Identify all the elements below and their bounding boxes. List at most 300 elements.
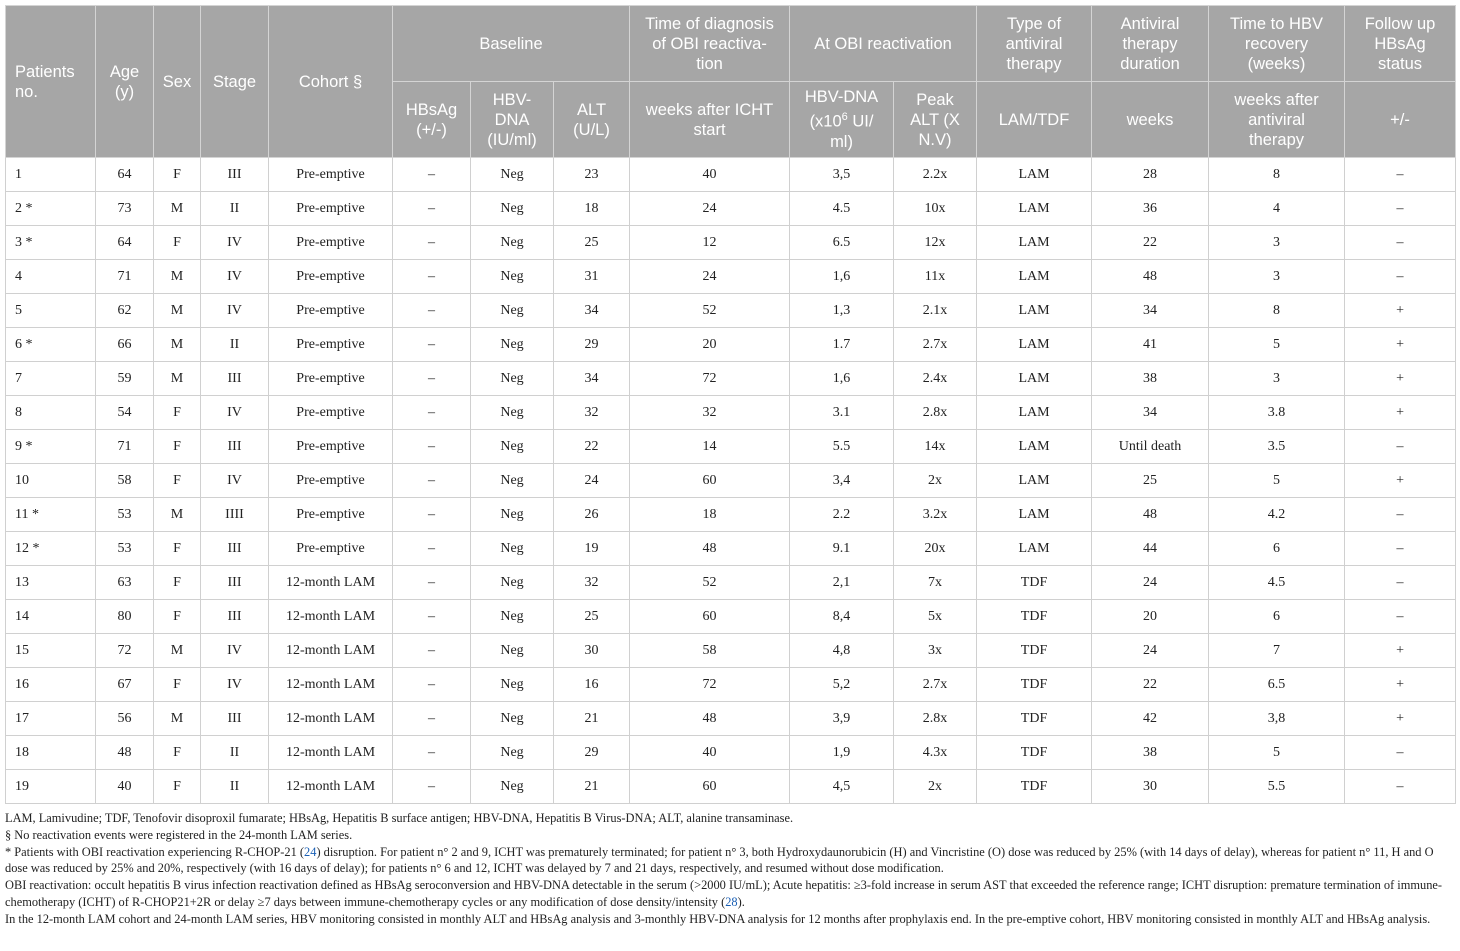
table-cell: Neg [471, 736, 554, 770]
table-cell: III [201, 702, 269, 736]
table-cell: 15 [6, 634, 96, 668]
table-cell: – [1345, 226, 1456, 260]
table-cell: 12-month LAM [269, 600, 393, 634]
table-cell: 3,4 [790, 464, 894, 498]
table-row [6, 532, 1456, 566]
table-cell: Neg [471, 634, 554, 668]
table-cell: 8 [6, 396, 96, 430]
table-footnotes [5, 810, 1455, 928]
table-cell: III [201, 566, 269, 600]
subcol-weeks-icht: weeks after ICHT start [630, 82, 790, 158]
table-cell: Neg [471, 566, 554, 600]
subcol-hbvdna: HBV- DNA (IU/ml) [471, 82, 554, 158]
table-cell: 1,3 [790, 294, 894, 328]
table-cell: LAM [977, 192, 1092, 226]
table-row [6, 396, 1456, 430]
table-cell: 1,6 [790, 260, 894, 294]
table-cell: 12 * [6, 532, 96, 566]
table-cell: 6.5 [1209, 668, 1345, 702]
table-cell: 18 [630, 498, 790, 532]
table-cell: 5.5 [790, 430, 894, 464]
table-cell: Neg [471, 328, 554, 362]
table-cell: LAM [977, 532, 1092, 566]
table-cell: 48 [96, 736, 154, 770]
table-cell: 3.2x [894, 498, 977, 532]
table-cell: 53 [96, 532, 154, 566]
table-cell: – [393, 430, 471, 464]
table-cell: 23 [554, 158, 630, 192]
table-cell: + [1345, 294, 1456, 328]
table-cell: 16 [6, 668, 96, 702]
table-cell: – [393, 702, 471, 736]
table-cell: – [393, 362, 471, 396]
table-cell: Pre-emptive [269, 192, 393, 226]
table-cell: 2x [894, 464, 977, 498]
table-cell: – [1345, 600, 1456, 634]
table-cell: – [1345, 260, 1456, 294]
table-cell: F [154, 600, 201, 634]
table-cell: 64 [96, 158, 154, 192]
table-cell: 5,2 [790, 668, 894, 702]
table-cell: 71 [96, 260, 154, 294]
table-row [6, 260, 1456, 294]
subcol-hbsag: HBsAg (+/-) [393, 82, 471, 158]
table-cell: 24 [554, 464, 630, 498]
table-cell: 3,8 [1209, 702, 1345, 736]
table-cell: F [154, 430, 201, 464]
table-cell: F [154, 566, 201, 600]
table-cell: TDF [977, 668, 1092, 702]
table-row [6, 430, 1456, 464]
table-cell: – [393, 226, 471, 260]
table-cell: IV [201, 634, 269, 668]
table-cell: 48 [630, 702, 790, 736]
table-cell: – [393, 158, 471, 192]
table-cell: – [1345, 532, 1456, 566]
table-cell: 29 [554, 736, 630, 770]
table-cell: 59 [96, 362, 154, 396]
footnote-obi-definition: OBI reactivation: occult hepatitis B virus infection reactivation defined as HBsAg seroconversion and HBV-DNA detectable in the serum (>2000 IU/mL); Acute hepatitis: ≥3-fold increase in serum AST that exceeded the reference range; ICHT disruption: premature termination of immune-chemotherapy (ICHT) of R-CHOP21+2R or delay ≥7 days between immune-chemotherapy cycles or any modification of dose density/intensity (28). [5, 878, 1443, 909]
table-cell: 11x [894, 260, 977, 294]
table-cell: F [154, 464, 201, 498]
table-cell: 1.7 [790, 328, 894, 362]
table-cell: – [1345, 770, 1456, 804]
table-cell: 12-month LAM [269, 736, 393, 770]
table-cell: 10 [6, 464, 96, 498]
table-cell: 34 [1092, 396, 1209, 430]
table-cell: LAM [977, 362, 1092, 396]
table-cell: M [154, 328, 201, 362]
table-cell: 32 [554, 566, 630, 600]
table-cell: 7x [894, 566, 977, 600]
table-cell: F [154, 532, 201, 566]
table-cell: 20x [894, 532, 977, 566]
table-cell: 8 [1209, 294, 1345, 328]
table-cell: 48 [1092, 260, 1209, 294]
table-cell: 44 [1092, 532, 1209, 566]
table-cell: F [154, 396, 201, 430]
table-cell: 3 [1209, 362, 1345, 396]
table-cell: 36 [1092, 192, 1209, 226]
col-antiviral-duration: Antiviral therapy duration [1092, 6, 1209, 82]
table-cell: F [154, 158, 201, 192]
table-cell: 3.8 [1209, 396, 1345, 430]
table-cell: 13 [6, 566, 96, 600]
table-cell: Pre-emptive [269, 226, 393, 260]
table-cell: – [1345, 192, 1456, 226]
table-row [6, 294, 1456, 328]
table-cell: 3.5 [1209, 430, 1345, 464]
table-cell: LAM [977, 498, 1092, 532]
table-cell: IV [201, 294, 269, 328]
table-cell: LAM [977, 226, 1092, 260]
table-row [6, 464, 1456, 498]
table-cell: F [154, 736, 201, 770]
table-cell: 52 [630, 566, 790, 600]
table-cell: 26 [554, 498, 630, 532]
table-cell: – [1345, 566, 1456, 600]
table-cell: + [1345, 702, 1456, 736]
citation-link[interactable]: 24 [304, 844, 317, 859]
col-group-baseline: Baseline [393, 6, 630, 82]
table-cell: 3.1 [790, 396, 894, 430]
table-body [6, 158, 1456, 804]
table-cell: IV [201, 260, 269, 294]
table-cell: M [154, 362, 201, 396]
table-cell: IV [201, 396, 269, 430]
table-cell: IV [201, 226, 269, 260]
table-cell: 72 [630, 362, 790, 396]
table-cell: 18 [554, 192, 630, 226]
table-cell: 14 [6, 600, 96, 634]
table-cell: 24 [1092, 566, 1209, 600]
table-cell: 1,6 [790, 362, 894, 396]
table-cell: 8 [1209, 158, 1345, 192]
table-cell: LAM [977, 328, 1092, 362]
table-cell: LAM [977, 396, 1092, 430]
table-cell: 4.5 [1209, 566, 1345, 600]
subcol-plusminus: +/- [1345, 82, 1456, 158]
table-cell: 12-month LAM [269, 770, 393, 804]
table-cell: 19 [554, 532, 630, 566]
table-cell: 22 [554, 430, 630, 464]
table-cell: 22 [1092, 226, 1209, 260]
table-cell: 58 [630, 634, 790, 668]
table-cell: 60 [630, 600, 790, 634]
table-cell: 64 [96, 226, 154, 260]
table-cell: Neg [471, 668, 554, 702]
table-cell: 1 [6, 158, 96, 192]
table-cell: 2,1 [790, 566, 894, 600]
table-cell: 5.5 [1209, 770, 1345, 804]
table-cell: TDF [977, 770, 1092, 804]
table-cell: 7 [6, 362, 96, 396]
col-sex: Sex [154, 6, 201, 158]
table-cell: 29 [554, 328, 630, 362]
table-cell: 73 [96, 192, 154, 226]
table-row [6, 770, 1456, 804]
table-cell: – [393, 498, 471, 532]
footnote-star: * Patients with OBI reactivation experiencing R-CHOP-21 (24) disruption. For patient n° 2 and 9, ICHT was prematurely terminated; for patient n° 3, both Hydroxydaunorubicin (H) and Vincristine (O) dose was reduced by 25% (with 14 days of delay), whereas for patient n° 11, H and O dose was reduced by 25% and 20%, respectively (with 16 days of delay); for patients n° 6 and 12, ICHT was delayed by 7 and 21 days, respectively, and resumed without dose modification. [5, 844, 1434, 876]
table-cell: 42 [1092, 702, 1209, 736]
table-cell: 2x [894, 770, 977, 804]
col-followup: Follow up HBsAg status [1345, 6, 1456, 82]
table-cell: Neg [471, 294, 554, 328]
table-cell: 24 [630, 260, 790, 294]
table-cell: 58 [96, 464, 154, 498]
table-cell: 4 [1209, 192, 1345, 226]
table-cell: 30 [1092, 770, 1209, 804]
table-header [6, 6, 1456, 158]
table-cell: 19 [6, 770, 96, 804]
table-cell: 12-month LAM [269, 702, 393, 736]
table-cell: 2.2 [790, 498, 894, 532]
table-cell: III [201, 600, 269, 634]
table-cell: M [154, 702, 201, 736]
table-cell: TDF [977, 736, 1092, 770]
table-cell: LAM [977, 158, 1092, 192]
table-cell: + [1345, 464, 1456, 498]
subcol-weeks: weeks [1092, 82, 1209, 158]
table-cell: 2.8x [894, 702, 977, 736]
table-cell: – [393, 532, 471, 566]
table-cell: – [1345, 430, 1456, 464]
table-cell: 38 [1092, 736, 1209, 770]
col-cohort: Cohort § [269, 6, 393, 158]
table-cell: 2.1x [894, 294, 977, 328]
table-cell: 6.5 [790, 226, 894, 260]
table-row [6, 226, 1456, 260]
table-cell: 63 [96, 566, 154, 600]
table-cell: – [393, 600, 471, 634]
col-stage: Stage [201, 6, 269, 158]
table-container [5, 5, 1455, 928]
table-cell: Neg [471, 158, 554, 192]
table-cell: III [201, 362, 269, 396]
table-cell: Pre-emptive [269, 260, 393, 294]
table-cell: 48 [630, 532, 790, 566]
table-cell: 2.7x [894, 668, 977, 702]
table-cell: 2.7x [894, 328, 977, 362]
patients-table [5, 5, 1456, 804]
table-cell: M [154, 498, 201, 532]
table-cell: III [201, 532, 269, 566]
col-age: Age (y) [96, 6, 154, 158]
table-cell: 1,9 [790, 736, 894, 770]
citation-link[interactable]: 28 [725, 894, 738, 909]
table-cell: 22 [1092, 668, 1209, 702]
table-row [6, 736, 1456, 770]
table-cell: 72 [630, 668, 790, 702]
table-cell: 32 [630, 396, 790, 430]
table-cell: 6 [1209, 600, 1345, 634]
col-type-antiviral: Type of antiviral therapy [977, 6, 1092, 82]
table-cell: TDF [977, 600, 1092, 634]
table-cell: Neg [471, 770, 554, 804]
table-cell: 4,8 [790, 634, 894, 668]
table-cell: Neg [471, 192, 554, 226]
table-cell: 5 [1209, 328, 1345, 362]
table-cell: Neg [471, 498, 554, 532]
subcol-weeks-after: weeks after antiviral therapy [1209, 82, 1345, 158]
table-cell: IIII [201, 498, 269, 532]
table-cell: – [393, 192, 471, 226]
table-cell: 25 [554, 226, 630, 260]
table-cell: – [393, 634, 471, 668]
table-cell: F [154, 226, 201, 260]
table-cell: – [393, 260, 471, 294]
table-cell: – [393, 668, 471, 702]
table-cell: Neg [471, 702, 554, 736]
table-cell: 5 [1209, 464, 1345, 498]
table-cell: 5 [1209, 736, 1345, 770]
table-cell: + [1345, 396, 1456, 430]
table-cell: II [201, 770, 269, 804]
table-cell: TDF [977, 566, 1092, 600]
table-cell: Neg [471, 600, 554, 634]
table-row [6, 498, 1456, 532]
table-cell: F [154, 770, 201, 804]
table-cell: 66 [96, 328, 154, 362]
table-cell: 67 [96, 668, 154, 702]
table-cell: Neg [471, 362, 554, 396]
table-cell: 25 [1092, 464, 1209, 498]
table-cell: Pre-emptive [269, 158, 393, 192]
table-cell: – [393, 294, 471, 328]
table-cell: 30 [554, 634, 630, 668]
table-cell: 12x [894, 226, 977, 260]
table-cell: 21 [554, 770, 630, 804]
table-cell: 17 [6, 702, 96, 736]
table-row [6, 634, 1456, 668]
table-cell: – [393, 464, 471, 498]
table-cell: 5x [894, 600, 977, 634]
table-cell: 31 [554, 260, 630, 294]
table-row [6, 702, 1456, 736]
table-cell: – [1345, 736, 1456, 770]
table-cell: 72 [96, 634, 154, 668]
table-cell: 21 [554, 702, 630, 736]
table-cell: Pre-emptive [269, 328, 393, 362]
table-cell: 20 [630, 328, 790, 362]
table-cell: 11 * [6, 498, 96, 532]
table-cell: 48 [1092, 498, 1209, 532]
table-cell: 12-month LAM [269, 566, 393, 600]
table-cell: 24 [1092, 634, 1209, 668]
table-cell: 4,5 [790, 770, 894, 804]
table-cell: 25 [554, 600, 630, 634]
table-cell: 62 [96, 294, 154, 328]
table-cell: 24 [630, 192, 790, 226]
table-cell: 6 * [6, 328, 96, 362]
table-cell: LAM [977, 464, 1092, 498]
table-cell: TDF [977, 634, 1092, 668]
table-cell: 52 [630, 294, 790, 328]
table-cell: – [393, 328, 471, 362]
table-cell: IV [201, 668, 269, 702]
table-cell: LAM [977, 260, 1092, 294]
table-cell: LAM [977, 430, 1092, 464]
table-row [6, 362, 1456, 396]
col-time-recovery: Time to HBV recovery (weeks) [1209, 6, 1345, 82]
table-cell: + [1345, 362, 1456, 396]
table-cell: M [154, 192, 201, 226]
table-cell: 3,9 [790, 702, 894, 736]
table-cell: 54 [96, 396, 154, 430]
table-cell: 40 [630, 158, 790, 192]
table-cell: Pre-emptive [269, 362, 393, 396]
table-cell: Pre-emptive [269, 430, 393, 464]
table-cell: 18 [6, 736, 96, 770]
table-cell: Neg [471, 430, 554, 464]
table-cell: 3 * [6, 226, 96, 260]
col-group-at-obi: At OBI reactivation [790, 6, 977, 82]
table-cell: + [1345, 668, 1456, 702]
table-cell: 2 * [6, 192, 96, 226]
table-cell: Neg [471, 464, 554, 498]
table-cell: 5 [6, 294, 96, 328]
table-cell: 14 [630, 430, 790, 464]
table-cell: 60 [630, 464, 790, 498]
table-cell: IV [201, 464, 269, 498]
col-patients-no: Patients no. [6, 6, 96, 158]
table-cell: 34 [1092, 294, 1209, 328]
subcol-alt: ALT (U/L) [554, 82, 630, 158]
table-cell: 71 [96, 430, 154, 464]
table-row [6, 158, 1456, 192]
table-cell: 7 [1209, 634, 1345, 668]
table-cell: – [393, 396, 471, 430]
table-cell: 3 [1209, 260, 1345, 294]
table-cell: 28 [1092, 158, 1209, 192]
table-cell: 80 [96, 600, 154, 634]
table-row [6, 328, 1456, 362]
footnote-monitoring: In the 12-month LAM cohort and 24-month LAM series, HBV monitoring consisted in monthly ALT and HBsAg analysis and 3-monthly HBV-DNA analysis for 12 months after prophylaxis end. In the pre-emptive cohort, HBV monitoring consisted in monthly ALT and HBsAg analysis. [5, 911, 1431, 926]
table-cell: Pre-emptive [269, 532, 393, 566]
table-cell: 8,4 [790, 600, 894, 634]
table-cell: 2.2x [894, 158, 977, 192]
table-cell: III [201, 430, 269, 464]
table-cell: LAM [977, 294, 1092, 328]
table-cell: Neg [471, 260, 554, 294]
table-cell: – [1345, 158, 1456, 192]
table-cell: 60 [630, 770, 790, 804]
table-cell: Pre-emptive [269, 396, 393, 430]
table-cell: II [201, 192, 269, 226]
table-cell: – [393, 566, 471, 600]
table-cell: 3x [894, 634, 977, 668]
table-cell: Until death [1092, 430, 1209, 464]
table-cell: 4.3x [894, 736, 977, 770]
table-cell: II [201, 736, 269, 770]
table-cell: M [154, 634, 201, 668]
table-cell: 12-month LAM [269, 668, 393, 702]
table-cell: 3,5 [790, 158, 894, 192]
table-cell: 6 [1209, 532, 1345, 566]
table-cell: Pre-emptive [269, 294, 393, 328]
table-cell: 41 [1092, 328, 1209, 362]
table-cell: 4.2 [1209, 498, 1345, 532]
table-cell: TDF [977, 702, 1092, 736]
table-row [6, 600, 1456, 634]
table-cell: + [1345, 634, 1456, 668]
table-cell: 2.4x [894, 362, 977, 396]
table-row [6, 192, 1456, 226]
subcol-peak-alt: Peak ALT (X N.V) [894, 82, 977, 158]
table-cell: 9.1 [790, 532, 894, 566]
table-cell: 34 [554, 362, 630, 396]
table-cell: 14x [894, 430, 977, 464]
